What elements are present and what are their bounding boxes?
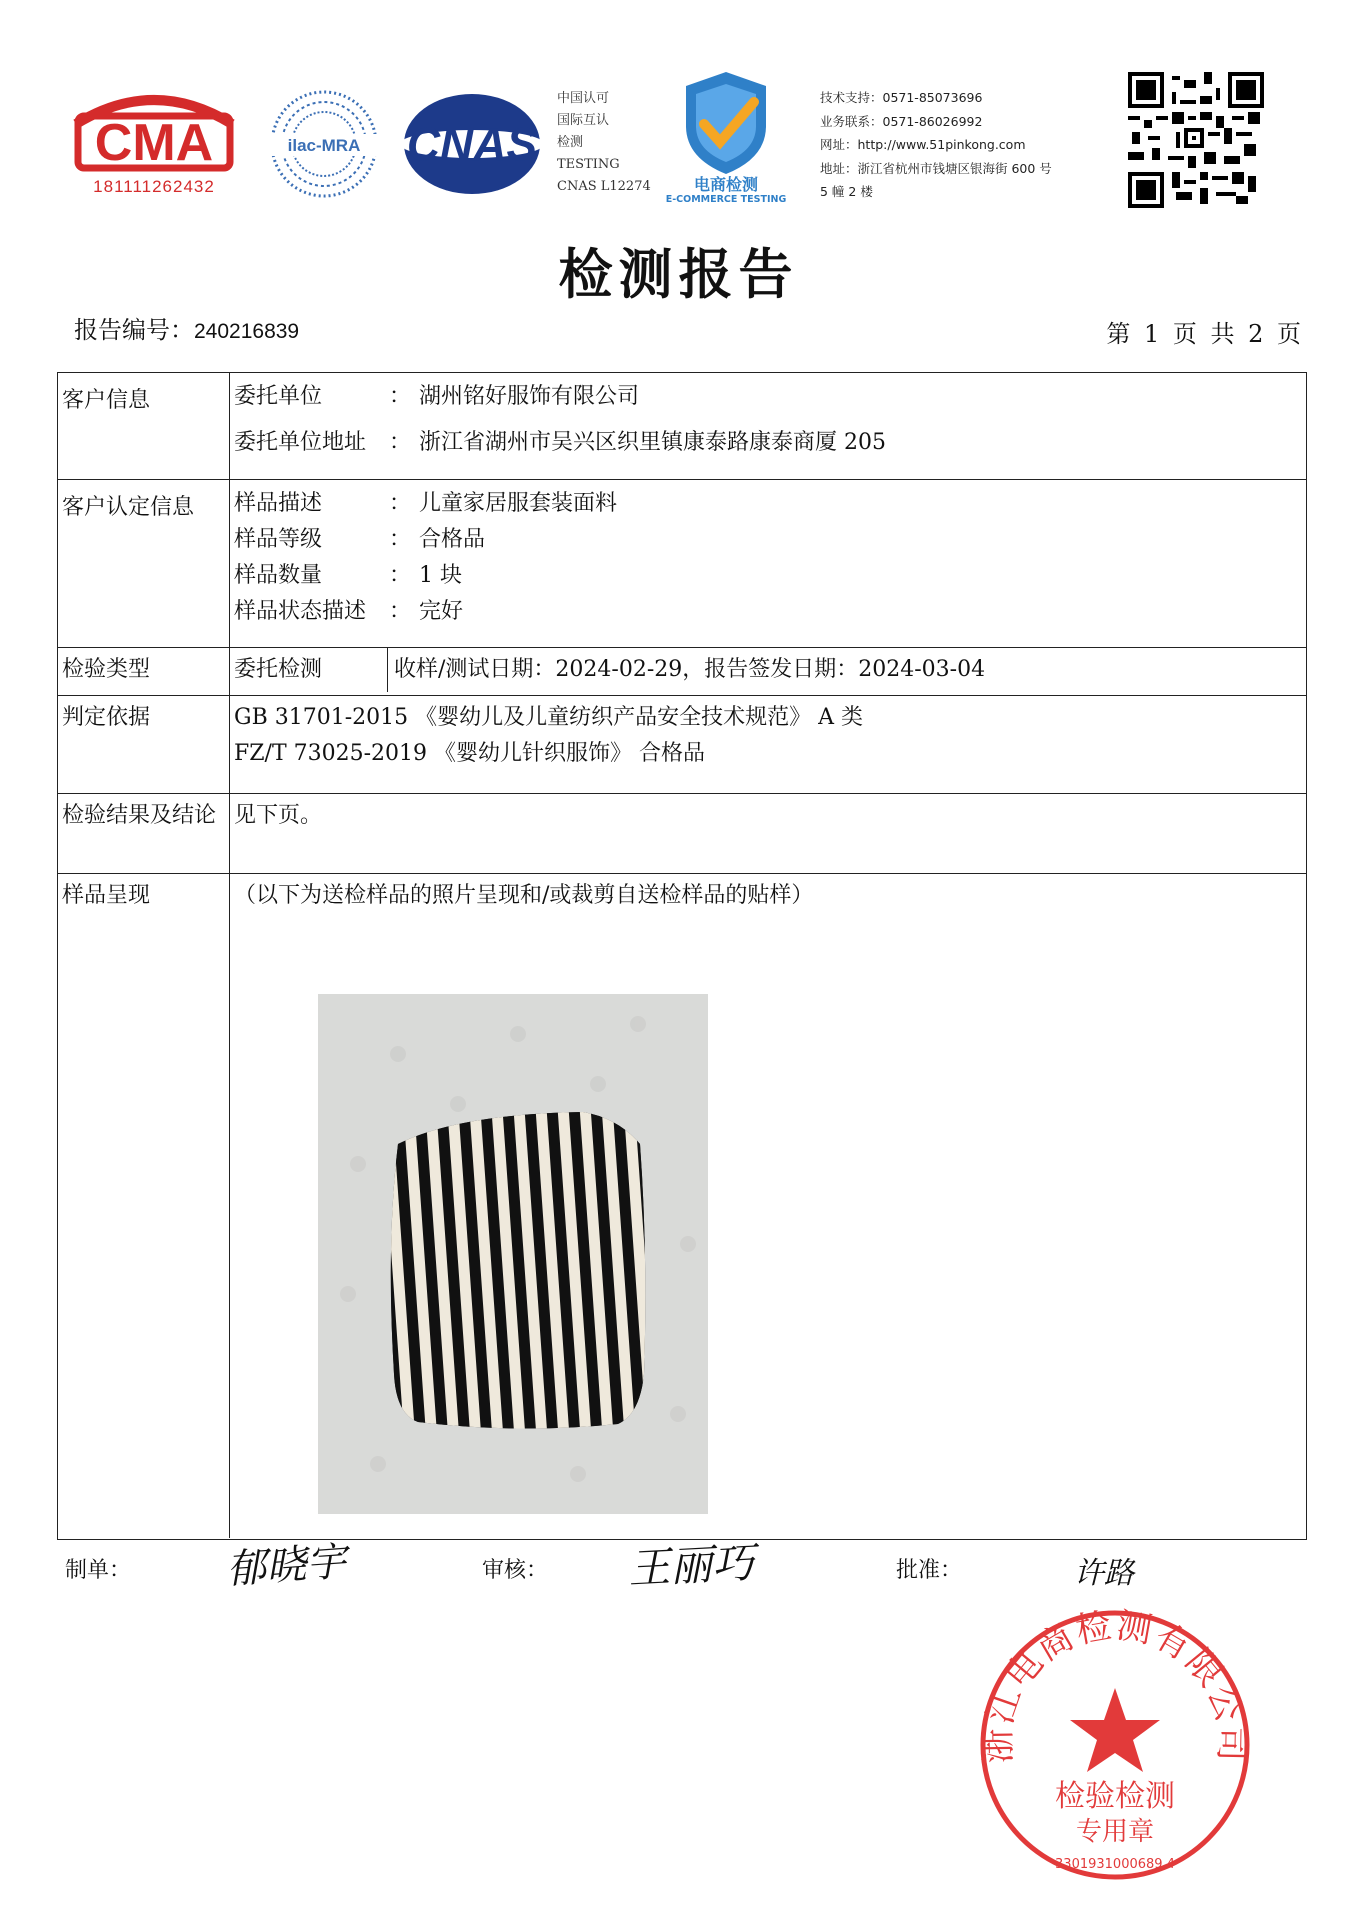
cma-mark-text: CMA [94,114,214,172]
field-colon: ： [389,599,412,624]
client-field [234,379,1302,415]
sample-field [234,594,1302,630]
field-value: 儿童家居服套装面料 [419,491,618,516]
field-key: 样品描述 [234,491,323,516]
inspection-type-value: 委托检测 [230,648,388,692]
ecom-cn-text: 电商检测 [693,175,759,194]
contact-line: 网址：http://www.51pinkong.com [820,137,1026,152]
field-value: 完好 [419,599,464,624]
field-value: 合格品 [419,527,486,552]
field-colon: ： [389,491,412,516]
seal-purpose: 检验检测 [1055,1779,1175,1814]
official-seal [970,1600,1260,1890]
report-number-value: 240216839 [194,320,300,343]
client-info-content [230,373,1306,485]
report-number-label: 报告编号： [74,316,194,344]
qr-code[interactable] [1128,72,1264,208]
field-colon: ： [389,384,412,409]
cnas-text: CNAS [406,118,538,170]
seal-code: 3301931000689 4 [1055,1857,1175,1872]
cnas-logo [400,90,545,198]
field-key: 样品等级 [234,527,323,552]
cma-logo [64,88,244,198]
result-label: 检验结果及结论 [58,794,230,873]
seal-company: 浙江电商检测有限公司 [978,1605,1252,1764]
cnas-line: TESTING [557,157,620,172]
prepared-by-label: 制单： [65,1558,132,1583]
client-confirmed-row [58,480,1306,648]
client-info-label: 客户信息 [58,373,230,479]
field-colon: ： [389,430,412,455]
inspection-dates: 收样/测试日期：2024-02-29，报告签发日期：2024-03-04 [394,657,986,682]
contact-line: 5 幢 2 楼 [820,184,873,199]
document-title: 检测报告 [558,242,799,306]
client-info-row [58,373,1306,480]
sample-field [234,558,1302,594]
basis-line: FZ/T 73025-2019 《婴幼儿针织服饰》 合格品 [234,741,706,766]
basis-content [230,696,1306,797]
sample-photo [318,994,708,1514]
cnas-accreditation-text [557,88,672,198]
inspection-type-content [230,648,1306,699]
inspection-type-label: 检验类型 [58,648,230,695]
contact-line: 业务联系：0571-86026992 [820,113,983,129]
approved-signature: 许路 [1074,1556,1134,1591]
page-indicator: 第 1 页 共 2 页 [1106,320,1301,348]
field-key: 委托单位地址 [234,430,367,455]
contact-info [820,86,1120,204]
cnas-line: CNAS L12274 [557,179,651,194]
field-key: 样品数量 [234,563,323,588]
approved-by-label: 批准： [896,1558,963,1583]
ecommerce-testing-logo [660,66,792,202]
field-value: 浙江省湖州市吴兴区织里镇康泰路康泰商厦 205 [419,430,886,455]
cnas-line: 国际互认 [557,113,610,128]
sample-label: 样品呈现 [58,874,230,1538]
contact-line: 技术支持：0571-85073696 [820,90,983,105]
sample-field [234,486,1302,522]
field-value: 湖州铭好服饰有限公司 [419,384,640,409]
cma-number: 181111262432 [93,177,215,196]
inspection-type-row [58,648,1306,696]
client-confirmed-content [230,480,1306,653]
sample-field [234,522,1302,558]
prepared-signature: 郁晓宇 [224,1538,348,1594]
ecom-en-text: E-COMMERCE TESTING [665,194,787,202]
contact-line: 地址：浙江省杭州市钱塘区银海街 600 号 [820,160,1052,176]
client-field [234,425,1302,461]
cnas-line: 中国认可 [557,91,610,106]
result-content [230,794,1306,877]
client-confirmed-label: 客户认定信息 [58,480,230,647]
field-colon: ： [389,527,412,552]
ilac-text: ilac-MRA [287,136,361,155]
reviewed-signature: 王丽巧 [626,1537,756,1594]
basis-row [58,696,1306,794]
sample-note: （以下为送检样品的照片呈现和/或裁剪自送检样品的贴样） [234,883,814,908]
seal-purpose2: 专用章 [1075,1817,1155,1847]
basis-line: GB 31701-2015 《婴幼儿及儿童纺织产品安全技术规范》 A 类 [234,705,864,730]
field-key: 委托单位 [234,384,323,409]
reviewed-by-label: 审核： [482,1558,549,1583]
result-value: 见下页。 [234,803,323,828]
result-row [58,794,1306,874]
field-value: 1 块 [419,563,462,588]
field-colon: ： [389,563,412,588]
report-number [74,310,299,345]
basis-label: 判定依据 [58,696,230,793]
cnas-line: 检测 [557,135,584,150]
ilac-mra-logo [268,88,380,200]
field-key: 样品状态描述 [234,599,367,624]
